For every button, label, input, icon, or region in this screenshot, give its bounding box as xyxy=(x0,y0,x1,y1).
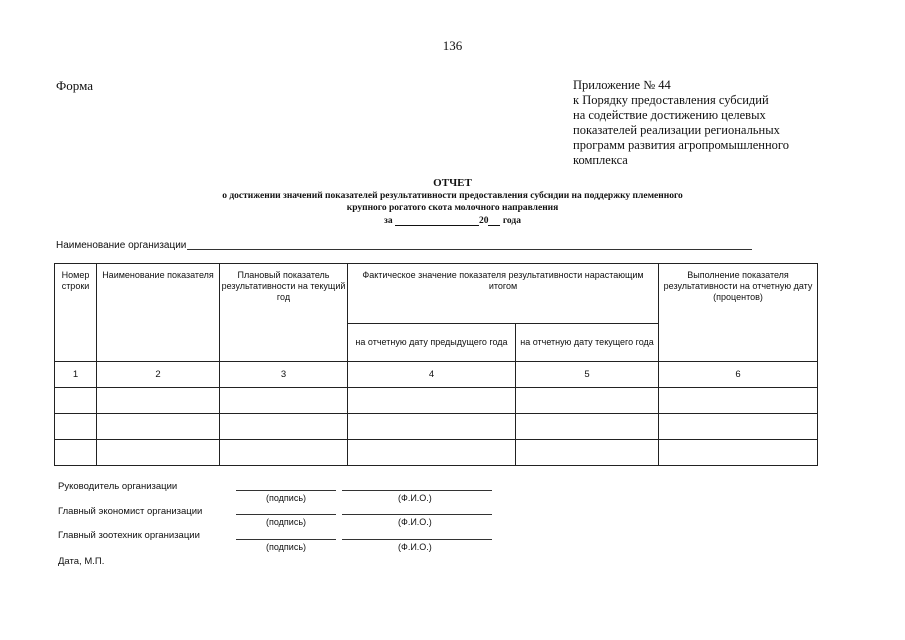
header-row-number: Номер строки xyxy=(55,264,97,362)
column-number: 4 xyxy=(348,362,516,388)
header-actual: Фактическое значение показателя результативности нарастающим итогом xyxy=(348,264,659,324)
table-cell[interactable] xyxy=(220,440,348,466)
table-cell[interactable] xyxy=(659,440,818,466)
report-period xyxy=(0,215,905,226)
signature-line-economist[interactable] xyxy=(236,514,336,515)
header-completion: Выполнение показателя результативности на отчетную дату (процентов) xyxy=(659,264,818,362)
table-cell[interactable] xyxy=(220,414,348,440)
period-year: 20 xyxy=(478,216,489,226)
table-cell[interactable] xyxy=(97,414,220,440)
table-cell[interactable] xyxy=(516,388,659,414)
appendix-line: на содействие достижению целевых xyxy=(573,108,766,122)
organization-name-label: Наименование организации xyxy=(56,240,187,251)
period-date-blank[interactable] xyxy=(395,215,479,226)
form-label: Форма xyxy=(56,78,93,93)
signature-line-director[interactable] xyxy=(236,490,336,491)
appendix-line: комплекса xyxy=(573,153,628,167)
header-actual-prev: на отчетную дату предыдущего года xyxy=(348,324,516,362)
column-number: 5 xyxy=(516,362,659,388)
header-planned: Плановый показатель результативности на текущий год xyxy=(220,264,348,362)
page-number: 136 xyxy=(442,38,463,53)
table-cell[interactable] xyxy=(659,414,818,440)
signature-role-economist: Главный экономист организации xyxy=(58,506,203,517)
table-row xyxy=(55,414,818,440)
signature-hint-economist: (подпись) xyxy=(266,517,307,527)
period-suffix: года xyxy=(502,216,521,226)
table-cell[interactable] xyxy=(516,414,659,440)
name-hint-director: (Ф.И.О.) xyxy=(398,493,432,503)
signature-line-zootechnician[interactable] xyxy=(236,539,336,540)
table-row xyxy=(55,388,818,414)
column-number: 1 xyxy=(55,362,97,388)
signature-hint-zootechnician: (подпись) xyxy=(266,542,307,552)
name-hint-economist: (Ф.И.О.) xyxy=(398,517,432,527)
period-prefix: за xyxy=(384,216,393,226)
column-number: 2 xyxy=(97,362,220,388)
table-cell[interactable] xyxy=(97,388,220,414)
header-indicator-name: Наименование показателя xyxy=(97,264,220,362)
organization-name-field[interactable] xyxy=(187,249,752,250)
date-stamp-label: Дата, М.П. xyxy=(58,556,105,567)
table-cell[interactable] xyxy=(348,414,516,440)
table-cell[interactable] xyxy=(55,414,97,440)
name-line-economist[interactable] xyxy=(342,514,492,515)
report-title: ОТЧЕТ xyxy=(433,177,472,189)
report-subtitle-line: о достижении значений показателей результативности предоставления субсидии на поддержку племенного xyxy=(222,191,683,201)
name-hint-zootechnician: (Ф.И.О.) xyxy=(398,542,432,552)
table-cell[interactable] xyxy=(348,440,516,466)
appendix-line: показателей реализации региональных xyxy=(573,123,780,137)
table-cell[interactable] xyxy=(659,388,818,414)
table-cell[interactable] xyxy=(516,440,659,466)
appendix-line: программ развития агропромышленного xyxy=(573,138,789,152)
table-row xyxy=(55,440,818,466)
report-table xyxy=(54,263,818,466)
appendix-line: Приложение № 44 xyxy=(573,78,671,92)
table-cell[interactable] xyxy=(55,388,97,414)
report-subtitle xyxy=(0,190,905,214)
column-number: 6 xyxy=(659,362,818,388)
table-cell[interactable] xyxy=(55,440,97,466)
report-subtitle-line: крупного рогатого скота молочного направления xyxy=(346,203,559,213)
appendix-block xyxy=(573,78,833,168)
header-actual-curr: на отчетную дату текущего года xyxy=(516,324,659,362)
name-line-director[interactable] xyxy=(342,490,492,491)
table-cell[interactable] xyxy=(220,388,348,414)
signature-role-director: Руководитель организации xyxy=(58,481,178,492)
name-line-zootechnician[interactable] xyxy=(342,539,492,540)
table-cell[interactable] xyxy=(97,440,220,466)
column-number: 3 xyxy=(220,362,348,388)
signature-role-zootechnician: Главный зоотехник организации xyxy=(58,530,200,541)
appendix-line: к Порядку предоставления субсидий xyxy=(573,93,769,107)
table-cell[interactable] xyxy=(348,388,516,414)
period-year-blank[interactable] xyxy=(488,215,500,226)
signature-hint-director: (подпись) xyxy=(266,493,307,503)
